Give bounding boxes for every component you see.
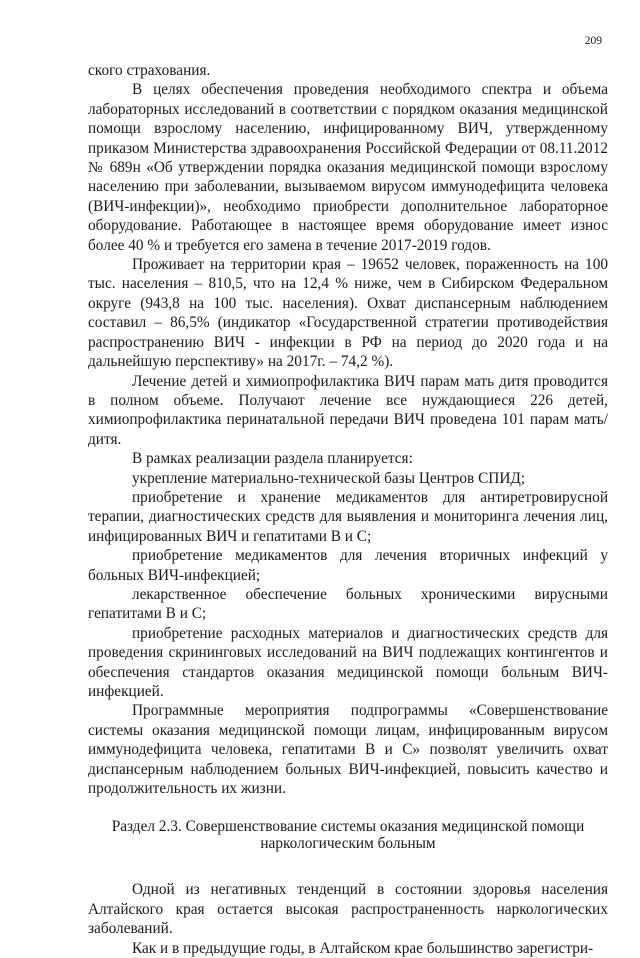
paragraph: Как и в предыдущие годы, в Алтайском крае большинство зарегистри- xyxy=(132,939,594,957)
list-item: приобретение медикаментов для лечения вторичных инфекций у больных ВИЧ-инфекцией; xyxy=(88,547,608,584)
list-item: укрепление материально-технической базы Центров СПИД; xyxy=(132,469,526,487)
document-body xyxy=(88,61,608,958)
list-item: лекарственное обеспечение больных хроническими вирусными гепатитами В и С; xyxy=(88,585,608,623)
paragraph: В рамках реализации раздела планируется: xyxy=(132,450,413,468)
paragraph: Проживает на территории края – 19652 человек, пораженность на 100 тыс. населения – 810,5, что на 12,4 % ниже, чем в Сибирском Федеральном округе (943,8 на 100 тыс. населения). Охват диспансерным наблюдением составил – 86,5% (индикатор «Государственной стратегии противодействия распространению ВИЧ - инфекции в РФ на период до 2020 года и на дальнейшую перспективу» на 2017г. – 74,2 %). xyxy=(88,256,608,371)
paragraph: Одной из негативных тенденций в состоянии здоровья населения Алтайского края остается высокая распространенность наркологических заболеваний. xyxy=(88,881,608,938)
paragraph: В целях обеспечения проведения необходимого спектра и объема лабораторных исследований в соответствии с порядком оказания медицинской помощи взрослому населению, инфицированному ВИЧ, утвержденному приказом Министерства здравоохранения Российской Федерации от 08.11.2012 № 689н «Об утверждении порядка оказания медицинской помощи взрослому населению при заболевании, вызываемом вирусом иммунодефицита человека (ВИЧ-инфекции)», необходимо приобрести дополнительное лабораторное оборудование. Работающее в настоящее время оборудование имеет износ более 40 % и требуется его замена в течение 2017-2019 годов. xyxy=(88,81,608,254)
list-item: приобретение и хранение медикаментов для антиретровирусной терапии, диагностических средств для выявления и мониторинга лечения лиц, инфицированных ВИЧ и гепатитами В и С; xyxy=(88,488,608,545)
paragraph: Программные мероприятия подпрограммы «Совершенствование системы оказания медицинской помощи лицам, инфицированным вирусом иммунодефицита человека, гепатитами В и С» позволят увеличить охват диспансерным наблюдением больных ВИЧ-инфекцией, повысить качество и продолжительность их жизни. xyxy=(88,702,608,798)
paragraph: Лечение детей и химиопрофилактика ВИЧ парам мать дитя проводится в полном объеме. Получают лечение все нуждающиеся 226 детей, химиопрофилактика перинатальной передачи ВИЧ проведена 101 парам мать/дитя. xyxy=(88,372,608,448)
page-number: 209 xyxy=(584,35,602,47)
list-item: приобретение расходных материалов и диагностических средств для проведения скрининговых исследований на ВИЧ подлежащих контингентов и обеспечения стандартов оказания медицинской помощи больным ВИЧ-инфекцией. xyxy=(88,624,608,700)
paragraph: ского страхования. xyxy=(88,62,211,79)
section-heading: Раздел 2.3. Совершенствование системы оказания медицинской помощи наркологическим больным xyxy=(111,818,585,853)
